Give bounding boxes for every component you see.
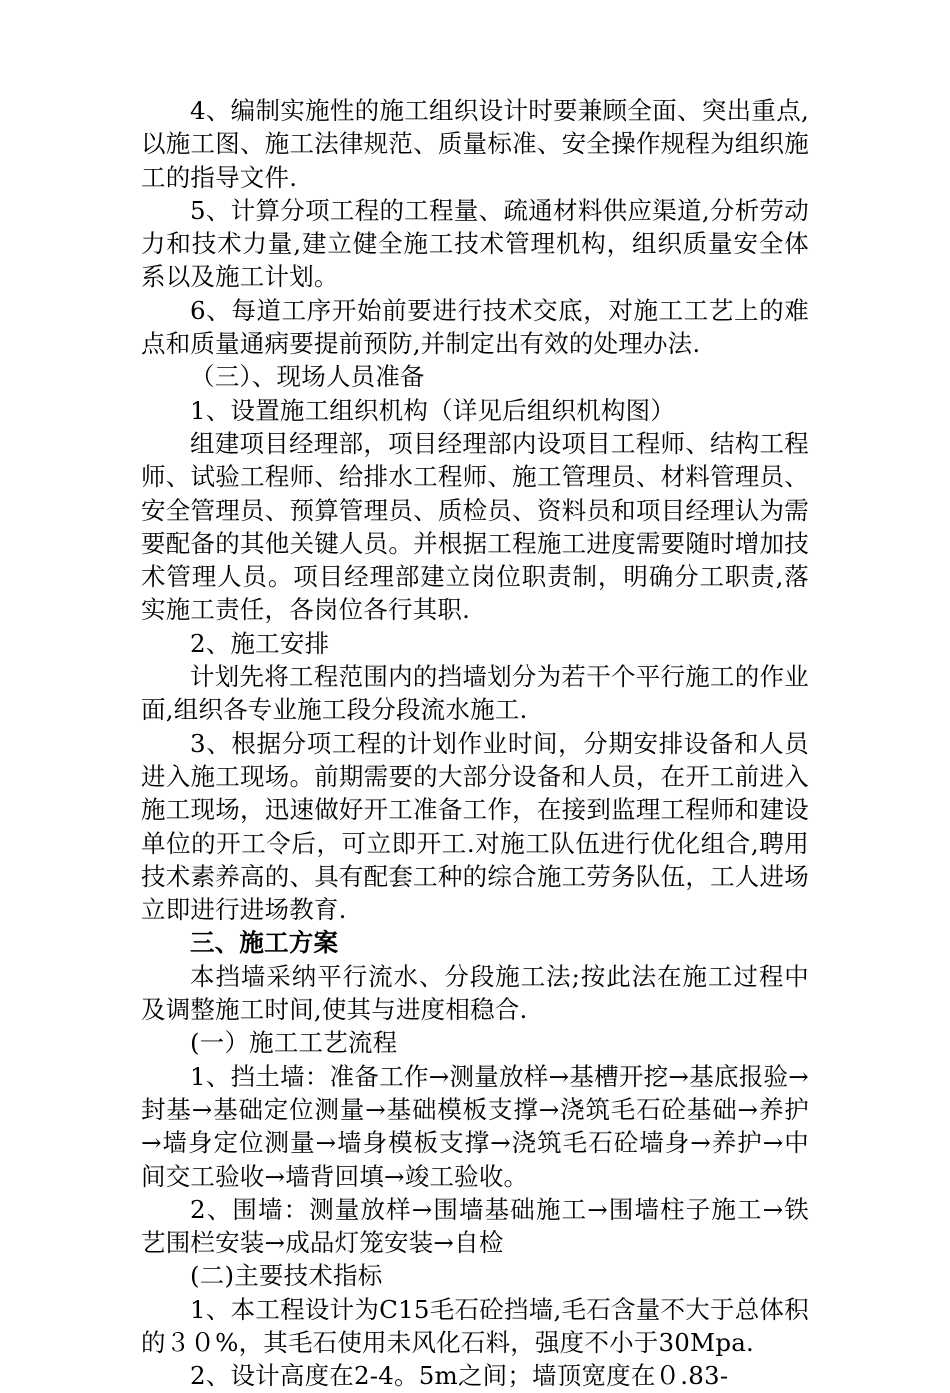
paragraph-fence-flow: 2、围墙：测量放样→围墙基础施工→围墙柱子施工→铁艺围栏安装→成品灯笼安装→自检	[141, 1194, 809, 1258]
paragraph-design-height: 2、设计高度在2-4。5m之间；墙顶宽度在０.83-	[190, 1361, 729, 1391]
subheading-process-flow: (一）施工工艺流程	[190, 1028, 398, 1058]
paragraph-item-5: 5、计算分项工程的工程量、疏通材料供应渠道,分析劳动力和技术力量,建立健全施工技术管理机构，组织质量安全体系以及施工计划。	[141, 195, 809, 292]
paragraph-item-6: 6、每道工序开始前要进行技术交底，对施工工艺上的难点和质量通病要提前预防,并制定出有效的处理办法.	[141, 295, 809, 359]
paragraph-item-4: 4、编制实施性的施工组织设计时要兼顾全面、突出重点,以施工图、施工法律规范、质量标准、安全操作规程为组织施工的指导文件.	[141, 96, 809, 192]
paragraph-organization-setup: 1、设置施工组织机构（详见后组织机构图）	[190, 395, 676, 425]
paragraph-parallel-workfaces: 计划先将工程范围内的挡墙划分为若干个平行施工的作业面,组织各专业施工段分段流水施工.	[141, 662, 809, 725]
paragraph-project-department: 组建项目经理部，项目经理部内设项目工程师、结构工程师、试验工程师、给排水工程师、施工管理员、材料管理员、安全管理员、预算管理员、质检员、资料员和项目经理认为需要配备的其他关键人员。并根据工程施工进度需要随时增加技术管理人员。项目经理部建立岗位职责制，明确分工职责,落实施工责任，各岗位各行其职.	[141, 428, 809, 625]
body-text	[141, 94, 809, 1393]
paragraph-scheduling: 3、根据分项工程的计划作业时间，分期安排设备和人员进入施工现场。前期需要的大部分设备和人员，在开工前进入施工现场，迅速做好开工准备工作，在接到监理工程师和建设单位的开工令后，可立即开工.对施工队伍进行优化组合,聘用技术素养高的、具有配套工种的综合施工劳务队伍，工人进场立即进行进场教育.	[141, 728, 809, 925]
section-heading-construction-plan: 三、施工方案	[190, 928, 339, 958]
paragraph-construction-arrangement: 2、施工安排	[190, 628, 330, 658]
paragraph-design-spec: 1、本工程设计为C15毛石砼挡墙,毛石含量不大于总体积的３０%，其毛石使用未风化石料，强度不小于30Mpa.	[141, 1294, 809, 1357]
subheading-personnel-preparation: （三）、现场人员准备	[190, 362, 425, 392]
subheading-technical-indicators: (二)主要技术指标	[190, 1261, 383, 1291]
paragraph-retaining-wall-flow: 1、挡土墙：准备工作→测量放样→基槽开挖→基底报验→封基→基础定位测量→基础模板支撑→浇筑毛石砼基础→养护→墙身定位测量→墙身模板支撑→浇筑毛石砼墙身→养护→中间交工验收→墙背回填→竣工验收。	[141, 1061, 809, 1191]
paragraph-method: 本挡墙采纳平行流水、分段施工法;按此法在施工过程中及调整施工时间,使其与进度相稳合.	[141, 961, 809, 1025]
